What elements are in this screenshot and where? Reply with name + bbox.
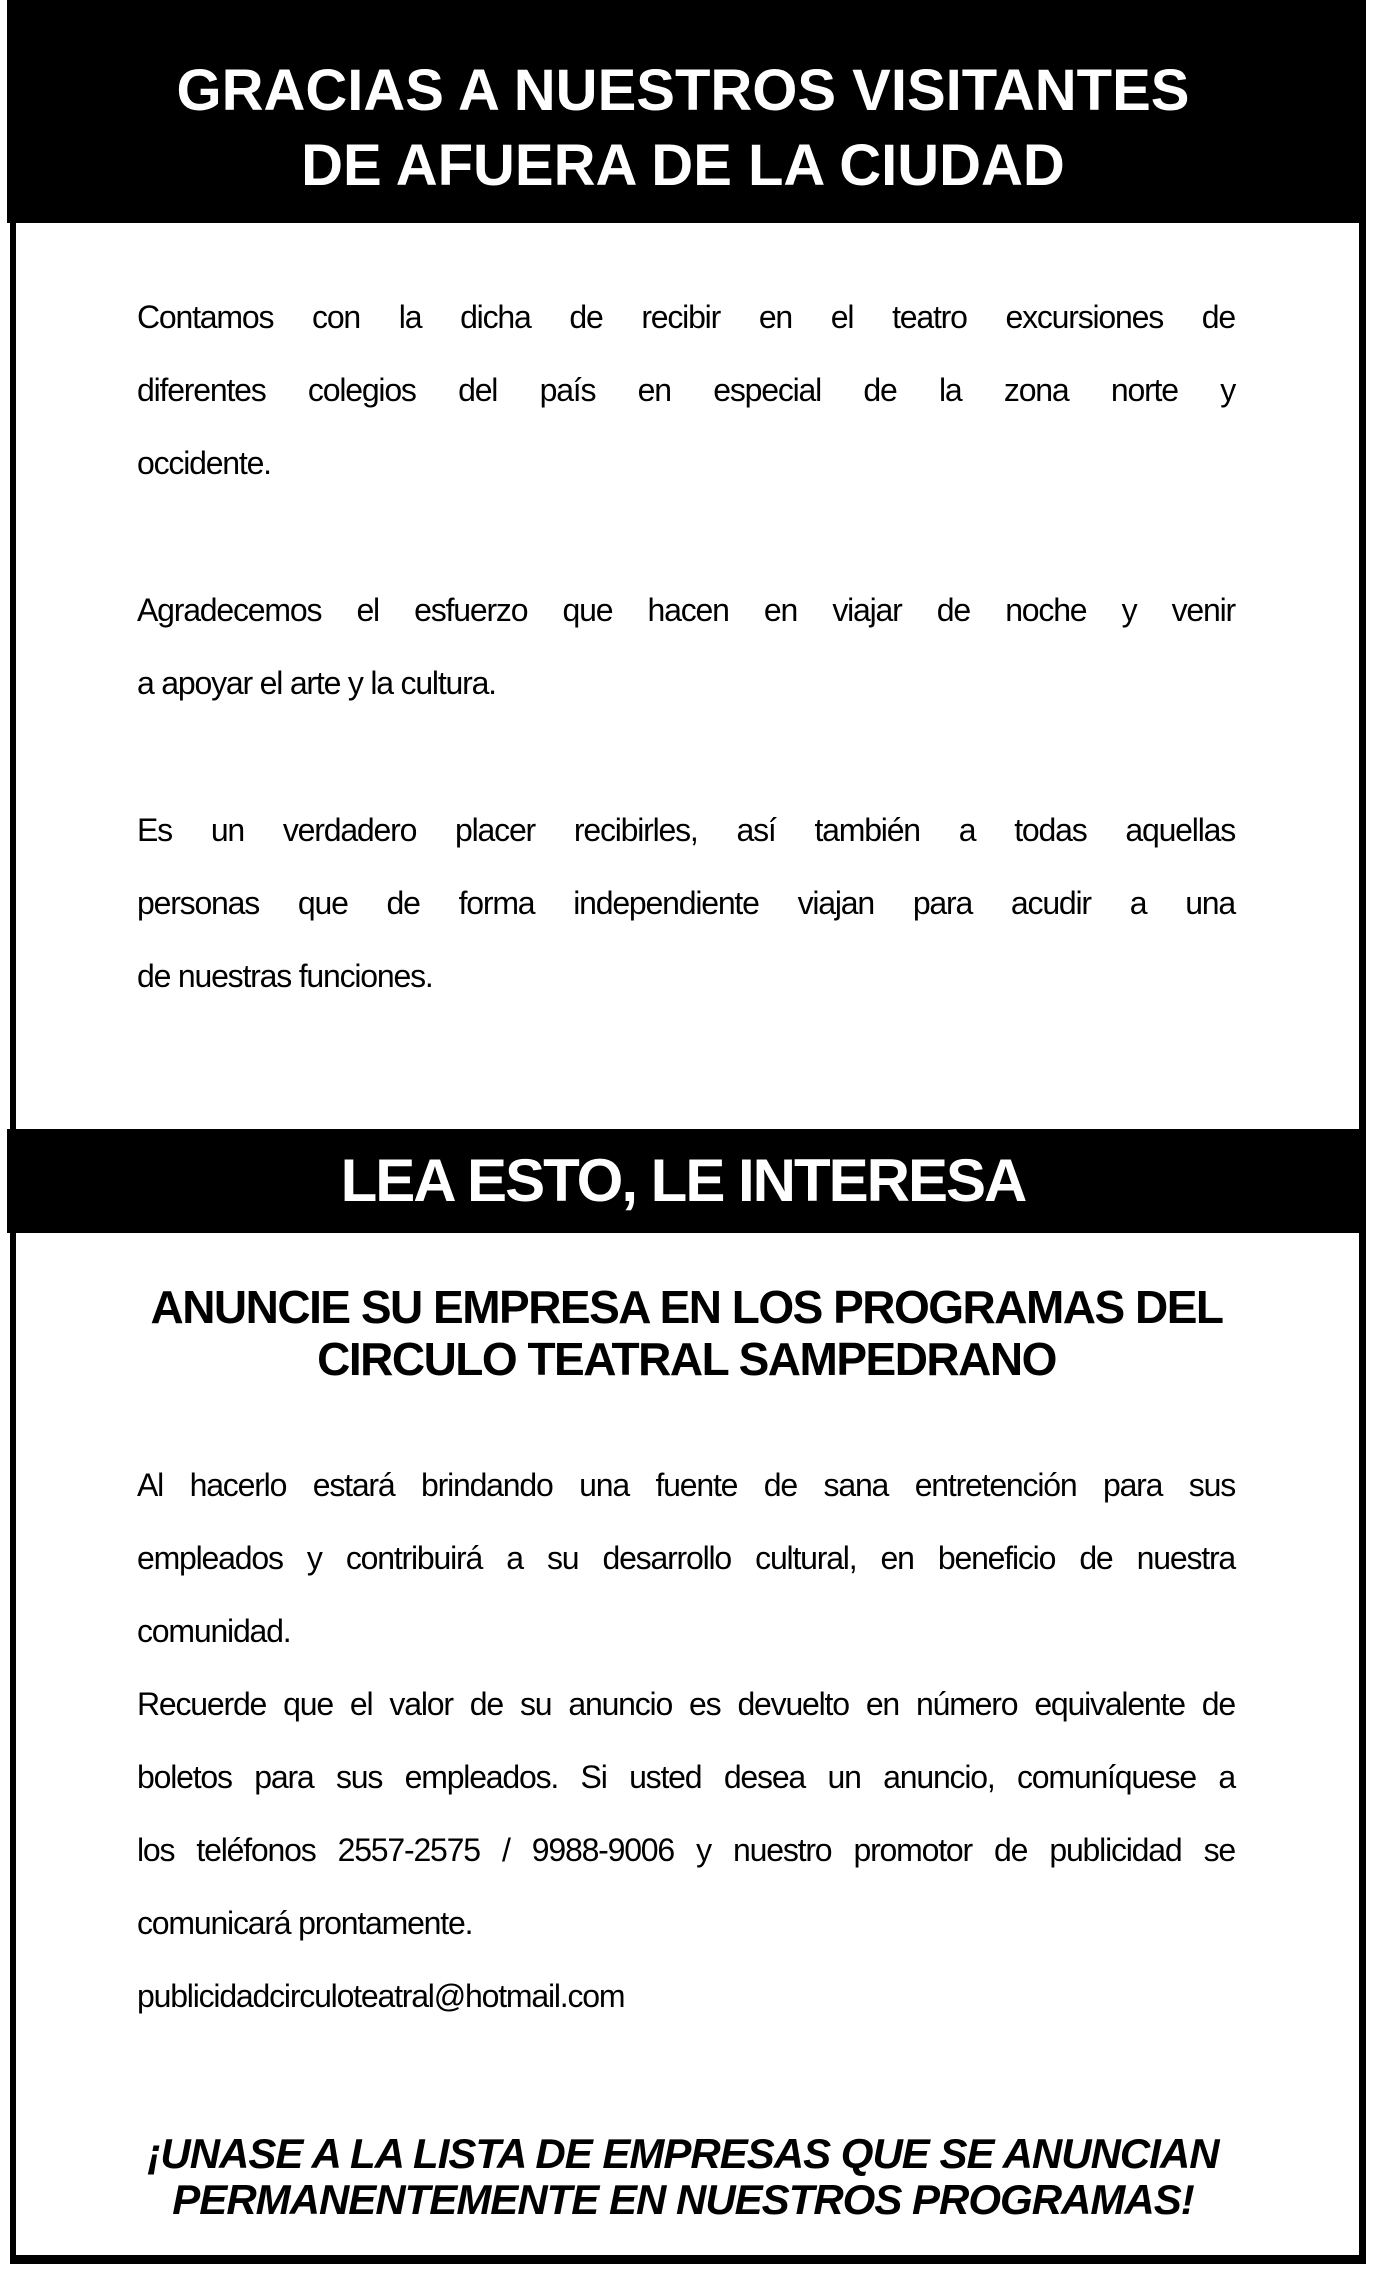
paragraph-line: Recuerde que el valor de su anuncio es devuelto en número equivalente de — [137, 1686, 1235, 1722]
paragraph-line: de nuestras funciones. — [137, 958, 433, 994]
paragraph-line: a apoyar el arte y la cultura. — [137, 665, 496, 701]
page-title — [7, 53, 1359, 203]
paragraph-line: comunicará prontamente. — [137, 1905, 473, 1941]
divider-band — [7, 1129, 1359, 1233]
page-title-line: DE AFUERA DE LA CIUDAD — [301, 133, 1065, 198]
paragraph-line: empleados y contribuirá a su desarrollo cultural, en beneficio de nuestra — [137, 1540, 1235, 1576]
footer-line: PERMANENTEMENTE EN NUESTROS PROGRAMAS! — [172, 2176, 1194, 2223]
paragraph-line: Contamos con la dicha de recibir en el teatro excursiones de — [137, 299, 1235, 335]
header-band — [7, 0, 1359, 223]
paragraph — [137, 574, 1235, 720]
paragraph — [137, 281, 1235, 500]
intro-section — [137, 281, 1235, 1087]
paragraph-line: personas que de forma independiente viajan para acudir a una — [137, 885, 1235, 921]
announce-heading-line: CIRCULO TEATRAL SAMPEDRANO — [317, 1333, 1056, 1385]
paragraph-line: Agradecemos el esfuerzo que hacen en viajar de noche y venir — [137, 592, 1235, 628]
paragraph-line: diferentes colegios del país en especial de la zona norte y — [137, 372, 1235, 408]
paragraph — [137, 1449, 1235, 1668]
announce-section — [137, 1449, 1235, 2033]
paragraph — [137, 794, 1235, 1013]
email-line: publicidadcirculoteatral@hotmail.com — [137, 1978, 625, 2014]
page-title-line: GRACIAS A NUESTROS VISITANTES — [176, 58, 1190, 123]
announce-heading — [80, 1281, 1293, 1385]
footer-line: ¡UNASE A LA LISTA DE EMPRESAS QUE SE ANUNCIAN — [147, 2130, 1219, 2177]
paragraph-line: boletos para sus empleados. Si usted desea un anuncio, comuníquese a — [137, 1759, 1235, 1795]
paragraph — [137, 1668, 1235, 1960]
paragraph-line: los teléfonos 2557-2575 / 9988-9006 y nuestro promotor de publicidad se — [137, 1832, 1235, 1868]
footer-note — [7, 2131, 1359, 2223]
paragraph-line: Al hacerlo estará brindando una fuente de sana entretención para sus — [137, 1467, 1235, 1503]
announce-heading-line: ANUNCIE SU EMPRESA EN LOS PROGRAMAS DEL — [150, 1281, 1223, 1333]
paragraph-line: Es un verdadero placer recibirles, así también a todas aquellas — [137, 812, 1235, 848]
paragraph-line: comunidad. — [137, 1613, 291, 1649]
divider-title: LEA ESTO, LE INTERESA — [340, 1147, 1026, 1214]
paragraph-line: occidente. — [137, 445, 271, 481]
